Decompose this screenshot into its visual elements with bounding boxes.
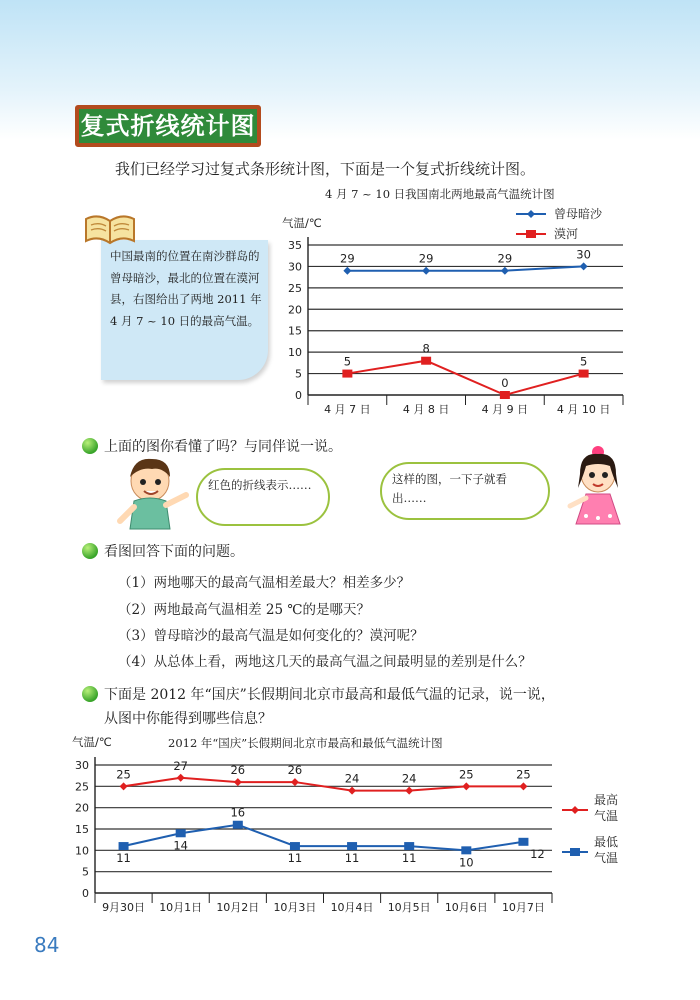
legend-marker-1 [526,230,536,238]
y-tick-label: 35 [288,239,302,252]
y-tick-label: 0 [82,887,89,900]
data-label: 5 [579,354,588,369]
data-point-1 [404,842,414,850]
intro-text: 我们已经学习过复式条形统计图，下面是一个复式折线统计图。 [115,160,536,178]
x-tick-label: 10月1日 [159,901,203,914]
data-point-0 [348,787,356,795]
y-tick-label: 5 [295,367,302,381]
data-label: 11 [344,851,360,866]
sub-question-4: （4）从总体上看，两地这几天的最高气温之间最明显的差别是什么？ [118,654,532,670]
sub-question-2: （2）两地最高气温相差 25 ℃的是哪天？ [118,602,370,618]
data-label: 10 [458,855,474,870]
data-label: 29 [497,251,513,266]
sub-question-3: （3）曾母暗沙的最高气温是如何变化的？漠河呢？ [118,628,424,644]
chart-south-north-max-temp [278,205,630,425]
speech-bubble-right [380,462,550,520]
data-label: 26 [287,763,303,778]
speech-bubble-left [196,468,330,526]
data-point-0 [405,787,413,795]
legend-marker-1 [570,848,580,856]
x-tick-label: 9月30日 [102,901,146,914]
x-tick-label: 4 月 10 日 [556,403,611,416]
y-tick-label: 10 [75,844,89,858]
y-axis-label: 气温/℃ [72,735,112,749]
data-label: 16 [230,805,246,820]
open-book-icon [82,211,138,247]
y-tick-label: 10 [288,346,302,360]
green-bullet-icon [82,686,98,702]
data-point-1 [347,842,357,850]
data-label: 11 [287,851,303,866]
green-bullet-icon [82,543,98,559]
data-label: 30 [576,247,591,262]
data-point-0 [177,774,185,782]
data-point-0 [519,782,527,790]
series-line-1 [347,361,583,395]
chart-beijing-national-day-temp [70,732,632,922]
y-tick-label: 5 [82,865,89,879]
data-label: 0 [501,376,509,390]
data-point-1 [518,838,528,846]
data-label: 27 [173,758,189,773]
y-tick-label: 20 [75,801,89,815]
y-tick-label: 30 [288,260,302,274]
y-axis-label: 气温/℃ [282,216,322,230]
data-point-0 [462,782,470,790]
y-tick-label: 15 [288,324,302,338]
legend-label-0: 曾母暗沙 [554,207,603,221]
data-point-1 [461,846,471,854]
y-tick-label: 30 [75,759,89,772]
x-tick-label: 10月7日 [501,901,545,914]
data-label: 5 [343,354,352,369]
data-label: 8 [422,341,430,356]
question-2: 看图回答下面的问题。 [104,544,244,560]
data-label: 12 [530,846,545,861]
y-tick-label: 15 [75,823,89,836]
section-title: 复式折线统计图 [75,105,261,147]
data-point-1 [342,370,352,378]
legend-label-0: 气温 [594,809,619,823]
x-tick-label: 4 月 8 日 [402,403,450,416]
legend-label-1: 最低 [594,835,619,849]
legend-label-1: 漠河 [554,227,579,241]
data-point-0 [422,267,430,275]
legend-label-0: 最高 [594,793,619,807]
series-line-0 [347,266,583,270]
data-label: 11 [116,851,131,866]
data-point-0 [343,267,351,275]
question-3-line-2: 从图中你能得到哪些信息？ [104,711,272,727]
x-tick-label: 4 月 7 日 [324,403,371,416]
y-tick-label: 0 [295,389,302,402]
speech-bubble-left-text: 红色的折线表示…… [208,478,312,492]
sub-question-1: （1）两地哪天的最高气温相差最大？相差多少？ [118,575,411,591]
data-point-1 [233,821,243,829]
legend-marker-0 [571,806,579,814]
x-tick-label: 10月3日 [273,901,317,914]
y-tick-label: 25 [75,780,89,794]
speech-bubble-right-text: 这样的图，一下子就看出…… [392,472,507,505]
data-point-1 [421,357,431,365]
data-label: 24 [401,771,417,786]
data-label: 25 [116,767,131,782]
data-point-0 [501,267,509,275]
data-label: 29 [340,251,355,266]
note-text: 中国最南的位置在南沙群岛的曾母暗沙，最北的位置在漠河县，右图给出了两地 2011 年 4 月 7 ~ 10 日的最高气温。 [110,249,262,328]
data-point-0 [291,778,299,786]
data-point-1 [500,391,510,399]
data-label: 11 [401,851,417,866]
data-label: 14 [173,838,189,853]
question-1: 上面的图你看懂了吗？与同伴说一说。 [104,439,342,455]
data-point-0 [234,778,242,786]
data-point-1 [119,842,129,850]
data-point-1 [579,370,589,378]
y-tick-label: 20 [288,303,302,317]
chart2-title: 2012 年“国庆”长假期间北京市最高和最低气温统计图 [168,736,443,750]
data-point-0 [120,782,128,790]
data-label: 29 [418,251,434,266]
data-label: 25 [458,767,474,782]
x-tick-label: 10月6日 [444,901,488,914]
data-point-1 [176,829,186,837]
data-label: 24 [344,771,360,786]
x-tick-label: 10月2日 [216,901,260,914]
data-label: 25 [516,767,531,782]
legend-marker-0 [527,210,535,218]
chart1-title: 4 月 7 ~ 10 日我国南北两地最高气温统计图 [325,187,555,201]
page-number: 84 [34,933,60,957]
data-point-1 [290,842,300,850]
boy-illustration [108,455,194,535]
girl-illustration [562,444,632,534]
y-tick-label: 25 [288,281,302,295]
question-3-line-1: 下面是 2012 年“国庆”长假期间北京市最高和最低气温的记录，说一说， [104,687,555,703]
legend-label-1: 气温 [594,851,619,865]
green-bullet-icon [82,438,98,454]
data-point-0 [580,262,588,270]
x-tick-label: 10月4日 [330,901,374,914]
x-tick-label: 4 月 9 日 [481,403,529,416]
x-tick-label: 10月5日 [387,901,431,914]
data-label: 26 [230,763,246,778]
